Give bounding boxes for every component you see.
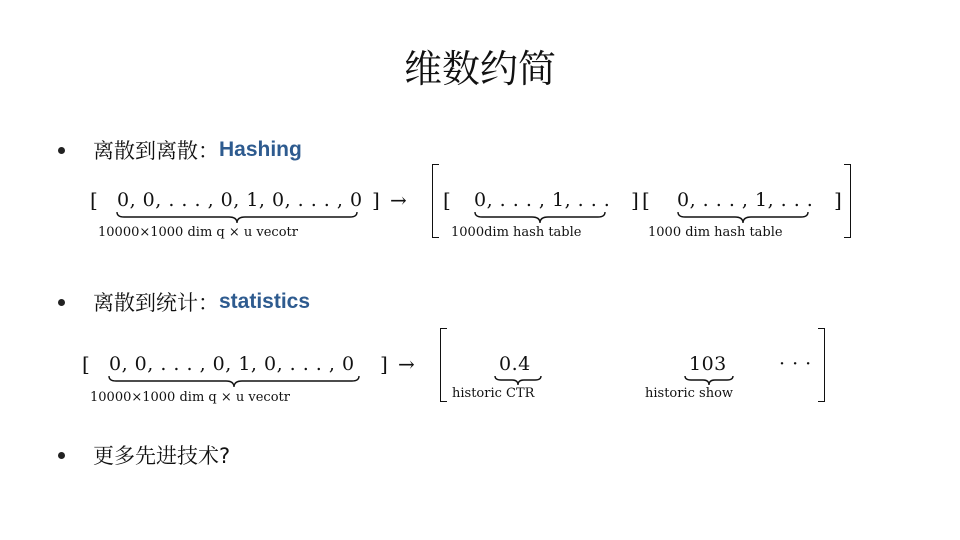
vector-label: 10000×1000 dim q × u vecotr bbox=[90, 390, 290, 405]
underbrace-icon bbox=[494, 374, 542, 386]
ctr-label: historic CTR bbox=[452, 386, 535, 401]
bullet-dot-icon bbox=[58, 299, 65, 306]
arrow-icon: → bbox=[398, 352, 415, 376]
bullet-statistics bbox=[58, 285, 310, 319]
right-bracket: ] bbox=[834, 188, 842, 212]
hash-sequence: 0, . . . , 1, . . . bbox=[474, 189, 611, 211]
ellipsis: · · · bbox=[779, 353, 812, 375]
bullet-hashing bbox=[58, 133, 302, 167]
left-bracket: [ bbox=[90, 188, 98, 212]
bullet-text: 离散到统计： bbox=[93, 291, 219, 315]
right-bracket: ] bbox=[380, 352, 388, 376]
big-left-bracket bbox=[440, 328, 447, 402]
vector-label: 10000×1000 dim q × u vecotr bbox=[98, 225, 298, 240]
underbrace-icon bbox=[474, 210, 606, 224]
left-bracket: [ bbox=[642, 188, 650, 212]
underbrace-icon bbox=[116, 210, 358, 224]
hash-sequence: 0, . . . , 1, . . . bbox=[677, 189, 814, 211]
one-hot-sequence: 0, 0, . . . , 0, 1, 0, . . . , 0 bbox=[117, 189, 363, 211]
bullet-dot-icon bbox=[58, 452, 65, 459]
hash-table-label: 1000 dim hash table bbox=[648, 225, 783, 240]
slide-title: 维数约简 bbox=[403, 47, 556, 91]
keyword-statistics: statistics bbox=[219, 290, 311, 313]
bullet-text: 离散到离散： bbox=[93, 139, 219, 163]
bullet-more bbox=[58, 438, 230, 472]
show-label: historic show bbox=[645, 386, 734, 401]
underbrace-icon bbox=[684, 374, 734, 386]
arrow-icon: → bbox=[390, 188, 407, 212]
right-bracket: ] bbox=[631, 188, 639, 212]
underbrace-icon bbox=[108, 374, 360, 388]
big-right-bracket bbox=[844, 164, 851, 238]
left-bracket: [ bbox=[82, 352, 90, 376]
underbrace-icon bbox=[677, 210, 809, 224]
left-bracket: [ bbox=[443, 188, 451, 212]
one-hot-sequence: 0, 0, . . . , 0, 1, 0, . . . , 0 bbox=[109, 353, 355, 375]
bullet-dot-icon bbox=[58, 147, 65, 154]
hash-table-label: 1000dim hash table bbox=[451, 225, 582, 240]
right-bracket: ] bbox=[372, 188, 380, 212]
big-right-bracket bbox=[818, 328, 825, 402]
bullet-text: 更多先进技术? bbox=[93, 444, 231, 468]
show-value: 103 bbox=[689, 353, 727, 375]
ctr-value: 0.4 bbox=[499, 353, 531, 375]
big-left-bracket bbox=[432, 164, 439, 238]
keyword-hashing: Hashing bbox=[219, 138, 302, 161]
